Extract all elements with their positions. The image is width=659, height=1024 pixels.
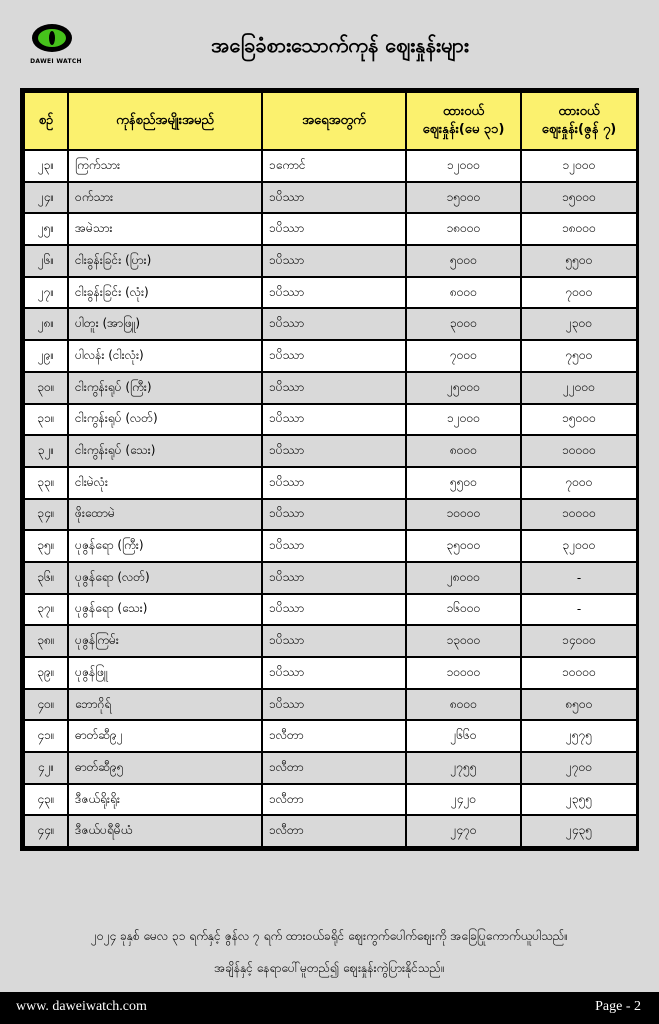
row-number: ၂၄။ [24, 182, 68, 214]
item-name: ဝက်သား [68, 182, 262, 214]
price-jun7: ၂၅၇၅ [521, 720, 637, 752]
item-name: ဓာတ်ဆီ၉၂ [68, 720, 262, 752]
table-row [24, 404, 637, 436]
row-number: ၂၃။ [24, 150, 68, 182]
item-name: ပါလန်း (ငါးလုံး) [68, 340, 262, 372]
price-jun7: ၂၃၀၀ [521, 308, 637, 340]
table-row [24, 150, 637, 182]
note-source: ၂၀၂၄ ခုနှစ် မေလ ၃၁ ရက်နှင့် ဇွန်လ ၇ ရက် ထားဝယ်ခရိုင် ဈေးကွက်ပေါက်ဈေးကို အခြေပြုကောက်ယူပါသည်။ [90, 929, 569, 943]
item-unit: ၁ပိဿာ [262, 182, 406, 214]
price-jun7: ၇၀၀၀ [521, 277, 637, 309]
page-title: အခြေခံစားသောက်ကုန် ဈေးနှုန်းများ [211, 33, 469, 57]
price-may31: ၂၈၀၀၀ [406, 562, 521, 594]
price-jun7: ၂၄၃၅ [521, 815, 637, 847]
item-unit: ၁ပိဿာ [262, 530, 406, 562]
row-number: ၂၅။ [24, 213, 68, 245]
price-may31: ၂၄၇၀ [406, 815, 521, 847]
table-header-row [24, 92, 637, 150]
footer-bar [0, 992, 659, 1024]
row-number: ၂၇။ [24, 277, 68, 309]
price-may31: ၁၆၀၀၀ [406, 594, 521, 626]
table-row [24, 784, 637, 816]
row-number: ၂၈။ [24, 308, 68, 340]
item-name: အမဲသား [68, 213, 262, 245]
header-price-jun7: ထားဝယ် ဈေးနှုန်း(ဇွန် ၇) [521, 92, 637, 150]
table-row [24, 752, 637, 784]
price-jun7: ၇၀၀၀ [521, 467, 637, 499]
price-may31: ၁၃၀၀၀ [406, 625, 521, 657]
item-name: ငါးကွန်းရုပ် (ကြီး) [68, 372, 262, 404]
row-number: ၃၂။ [24, 435, 68, 467]
table-row [24, 245, 637, 277]
header-price-may31: ထားဝယ် ဈေးနှုန်း(မေ ၃၁) [406, 92, 521, 150]
table-row [24, 720, 637, 752]
item-name: ပုဇွန်ရော (သေး) [68, 594, 262, 626]
item-name: ဒီဇယ်ပရီမီယံ [68, 815, 262, 847]
table-row [24, 657, 637, 689]
table-row [24, 530, 637, 562]
item-unit: ၁ပိဿာ [262, 245, 406, 277]
header-no: စဉ် [24, 92, 68, 150]
item-unit: ၁ပိဿာ [262, 467, 406, 499]
item-name: ပုဇွန်ရော (ကြီး) [68, 530, 262, 562]
item-name: ပုဇွန်ဖြူ [68, 657, 262, 689]
table-row [24, 467, 637, 499]
item-unit: ၁ပိဿာ [262, 277, 406, 309]
row-number: ၃၇။ [24, 594, 68, 626]
price-may31: ၅၀၀၀ [406, 245, 521, 277]
row-number: ၂၉။ [24, 340, 68, 372]
price-may31: ၁၀၀၀၀ [406, 657, 521, 689]
item-name: ငါးမဲလုံး [68, 467, 262, 499]
table-row [24, 689, 637, 721]
item-name: ငါးခွန်းခြင်း (ပြား) [68, 245, 262, 277]
price-jun7: ၈၅၀၀ [521, 689, 637, 721]
price-jun7: ၇၅၀၀ [521, 340, 637, 372]
item-unit: ၁ပိဿာ [262, 372, 406, 404]
eye-icon [32, 24, 72, 52]
item-unit: ၁ပိဿာ [262, 657, 406, 689]
item-name: ဘောဂိုရ် [68, 689, 262, 721]
item-name: ဓာတ်ဆီ၉၅ [68, 752, 262, 784]
price-may31: ၂၄၂၀ [406, 784, 521, 816]
item-unit: ၁ပိဿာ [262, 625, 406, 657]
footer-url[interactable]: www. daweiwatch.com [16, 999, 147, 1014]
row-number: ၂၆။ [24, 245, 68, 277]
row-number: ၄၁။ [24, 720, 68, 752]
price-jun7: ၂၇၀၀ [521, 752, 637, 784]
price-jun7: ၁၀၀၀၀ [521, 499, 637, 531]
price-table [23, 91, 638, 848]
price-jun7: ၃၂၀၀၀ [521, 530, 637, 562]
header-unit: အရေအတွက် [262, 92, 406, 150]
price-may31: ၁၂၀၀၀ [406, 404, 521, 436]
price-may31: ၂၅၀၀၀ [406, 372, 521, 404]
price-may31: ၈၀၀၀ [406, 277, 521, 309]
price-may31: ၂၇၅၅ [406, 752, 521, 784]
item-name: ပါတူး (အာဖြူ) [68, 308, 262, 340]
row-number: ၃၉။ [24, 657, 68, 689]
row-number: ၃၁။ [24, 404, 68, 436]
item-unit: ၁ပိဿာ [262, 213, 406, 245]
dawei-watch-logo [24, 24, 88, 72]
row-number: ၃၆။ [24, 562, 68, 594]
item-name: ပုဇွန်ကြမ်း [68, 625, 262, 657]
item-unit: ၁လီတာ [262, 752, 406, 784]
table-row [24, 499, 637, 531]
item-name: ဒီဇယ်ရိုးရိုး [68, 784, 262, 816]
table-row [24, 308, 637, 340]
price-may31: ၁၅၀၀၀ [406, 182, 521, 214]
price-jun7: ၂၂၀၀၀ [521, 372, 637, 404]
item-unit: ၁ကောင် [262, 150, 406, 182]
item-unit: ၁ပိဿာ [262, 689, 406, 721]
price-jun7: ၁၅၀၀၀ [521, 404, 637, 436]
price-may31: ၅၅၀၀ [406, 467, 521, 499]
item-unit: ၁လီတာ [262, 815, 406, 847]
price-table-container [20, 88, 639, 851]
price-jun7: ၂၃၅၅ [521, 784, 637, 816]
price-may31: ၃၀၀၀ [406, 308, 521, 340]
item-name: ဖိုးထောမဲ [68, 499, 262, 531]
item-unit: ၁ပိဿာ [262, 499, 406, 531]
price-jun7: ၁၀၀၀၀ [521, 657, 637, 689]
item-unit: ၁ပိဿာ [262, 562, 406, 594]
price-may31: ၇၀၀၀ [406, 340, 521, 372]
item-name: ငါးကွန်းရုပ် (သေး) [68, 435, 262, 467]
price-may31: ၃၅၀၀၀ [406, 530, 521, 562]
row-number: ၄၃။ [24, 784, 68, 816]
price-jun7: - [521, 562, 637, 594]
price-may31: ၈၀၀၀ [406, 689, 521, 721]
table-row [24, 625, 637, 657]
price-jun7: ၁၂၀၀၀ [521, 150, 637, 182]
table-row [24, 815, 637, 847]
price-may31: ၁၂၀၀၀ [406, 150, 521, 182]
row-number: ၃၄။ [24, 499, 68, 531]
row-number: ၄၀။ [24, 689, 68, 721]
table-row [24, 435, 637, 467]
table-row [24, 340, 637, 372]
header-name: ကုန်စည်အမျိုးအမည် [68, 92, 262, 150]
item-unit: ၁လီတာ [262, 720, 406, 752]
item-unit: ၁ပိဿာ [262, 594, 406, 626]
price-jun7: ၁၀၀၀၀ [521, 435, 637, 467]
item-unit: ၁ပိဿာ [262, 308, 406, 340]
price-jun7: ၁၅၀၀၀ [521, 182, 637, 214]
page-number: Page - 2 [595, 999, 641, 1014]
logo-text: DAWEI WATCH [30, 58, 82, 65]
note-disclaimer: အချိန်နှင့် နေရာပေါ်မူတည်၍ ဈေးနှုန်းကွဲပြားနိုင်သည်။ [214, 961, 445, 975]
table-row [24, 182, 637, 214]
table-row [24, 372, 637, 404]
price-jun7: - [521, 594, 637, 626]
price-may31: ၂၆၆၀ [406, 720, 521, 752]
table-body [24, 150, 637, 847]
price-may31: ၁၈၀၀၀ [406, 213, 521, 245]
item-name: ငါးခွန်းခြင်း (လုံး) [68, 277, 262, 309]
item-name: ကြက်သား [68, 150, 262, 182]
item-name: ငါးကွန်းရုပ် (လတ်) [68, 404, 262, 436]
row-number: ၃၃။ [24, 467, 68, 499]
item-unit: ၁ပိဿာ [262, 404, 406, 436]
row-number: ၃၀။ [24, 372, 68, 404]
item-unit: ၁ပိဿာ [262, 435, 406, 467]
table-row [24, 213, 637, 245]
price-jun7: ၅၅၀၀ [521, 245, 637, 277]
price-jun7: ၁၄၀၀၀ [521, 625, 637, 657]
row-number: ၃၈။ [24, 625, 68, 657]
row-number: ၃၅။ [24, 530, 68, 562]
item-unit: ၁ပိဿာ [262, 340, 406, 372]
row-number: ၄၂။ [24, 752, 68, 784]
price-may31: ၈၀၀၀ [406, 435, 521, 467]
price-jun7: ၁၈၀၀၀ [521, 213, 637, 245]
table-row [24, 594, 637, 626]
item-unit: ၁လီတာ [262, 784, 406, 816]
table-row [24, 562, 637, 594]
price-may31: ၁၀၀၀၀ [406, 499, 521, 531]
item-name: ပုဇွန်ရော (လတ်) [68, 562, 262, 594]
row-number: ၄၄။ [24, 815, 68, 847]
table-row [24, 277, 637, 309]
